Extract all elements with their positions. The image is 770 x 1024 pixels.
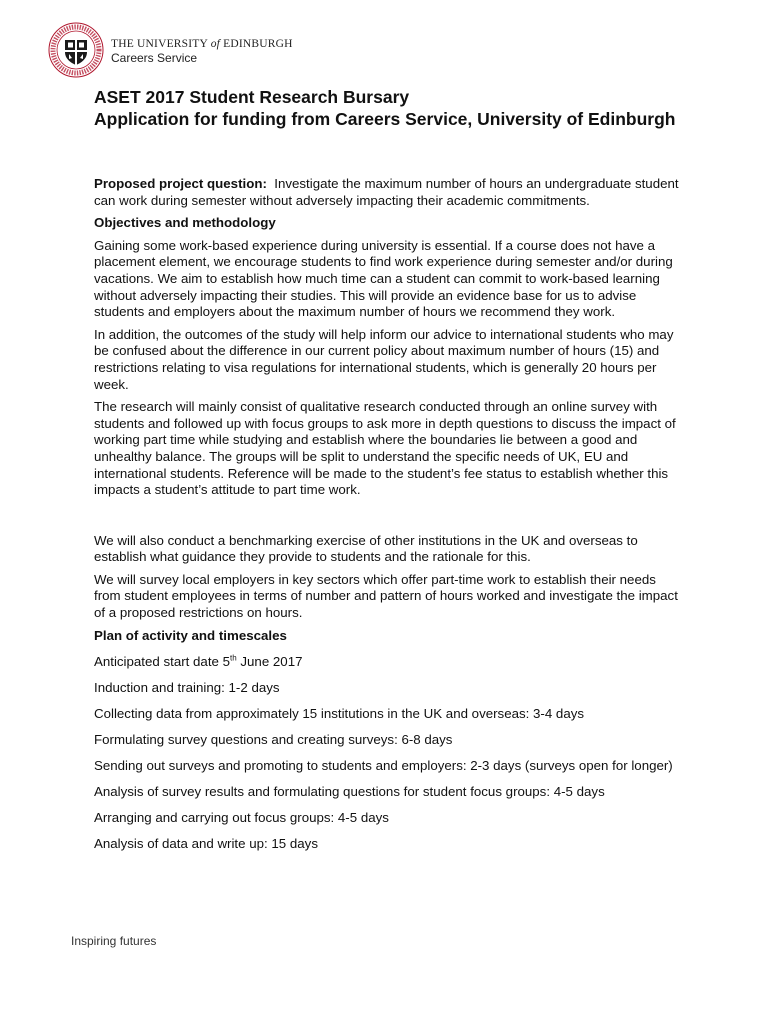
plan-item: Arranging and carrying out focus groups: 4-5 days (94, 810, 389, 826)
plan-item: Analysis of survey results and formulating questions for student focus groups: 4-5 days (94, 784, 605, 800)
title-line-2: Application for funding from Careers Service, University of Edinburgh (94, 108, 676, 129)
objectives-paragraph: In addition, the outcomes of the study will help inform our advice to international students who may be confused about the difference in our current policy about maximum number of hours (15) and restrictions relating to visa regulations for international students, which is generally 20 hours per week. (94, 326, 674, 392)
objectives-paragraph: The research will mainly consist of qualitative research conducted through an online survey with students and followed up with focus groups to ask more in depth questions to discuss the impact of working part time while studying and establish where the boundaries lie between a good and unhealthy balance. The groups will be split to understand the specific needs of UK, EU and international students. Reference will be made to the student’s fee status to establish whether this impacts a student’s attitude to part time work. (94, 399, 676, 498)
project-question (94, 176, 684, 209)
plan-heading: Plan of activity and timescales (94, 627, 287, 643)
objectives-paragraph: We will survey local employers in key sectors which offer part-time work to establish their needs from student employees in terms of number and pattern of hours worked and investigate the impact of a proposed restrictions on hours. (94, 571, 678, 621)
project-question-text: Investigate the maximum number of hours an undergraduate student can work during semester without adversely impacting their academic commitments. (94, 176, 679, 208)
document-title (94, 87, 684, 130)
plan-item: Sending out surveys and promoting to students and employers: 2-3 days (surveys open for longer) (94, 758, 673, 774)
university-crest-logo (48, 22, 104, 78)
title-line-1: ASET 2017 Student Research Bursary (94, 87, 410, 107)
objectives-paragraph: We will also conduct a benchmarking exercise of other institutions in the UK and overseas to establish what guidance they provide to students and the rationale for this. (94, 532, 638, 565)
document-body (94, 176, 684, 863)
plan-item: Formulating survey questions and creating surveys: 6-8 days (94, 732, 453, 748)
university-name: THE UNIVERSITY of EDINBURGH (111, 38, 293, 50)
spacer (94, 505, 684, 533)
project-question-label: Proposed project question: (94, 176, 267, 191)
footer-tagline: Inspiring futures (71, 934, 157, 948)
start-date: Anticipated start date 5th June 2017 (94, 653, 303, 669)
careers-service-label: Careers Service (111, 51, 198, 65)
objectives-paragraph: Gaining some work-based experience during university is essential. If a course does not have a placement element, we encourage students to find work experience during semester and/or during vacations. We aim to establish how much time can a student can commit to work-based learning without adversely impacting their studies. This will provide an evidence base for us to advise students and employers about the maximum number of hours we recommend they work. (94, 237, 673, 320)
plan-item: Collecting data from approximately 15 institutions in the UK and overseas: 3-4 days (94, 705, 585, 721)
plan-item: Induction and training: 1-2 days (94, 679, 280, 695)
brand-text (111, 38, 293, 66)
plan-item: Analysis of data and write up: 15 days (94, 836, 318, 852)
objectives-heading: Objectives and methodology (94, 215, 276, 231)
